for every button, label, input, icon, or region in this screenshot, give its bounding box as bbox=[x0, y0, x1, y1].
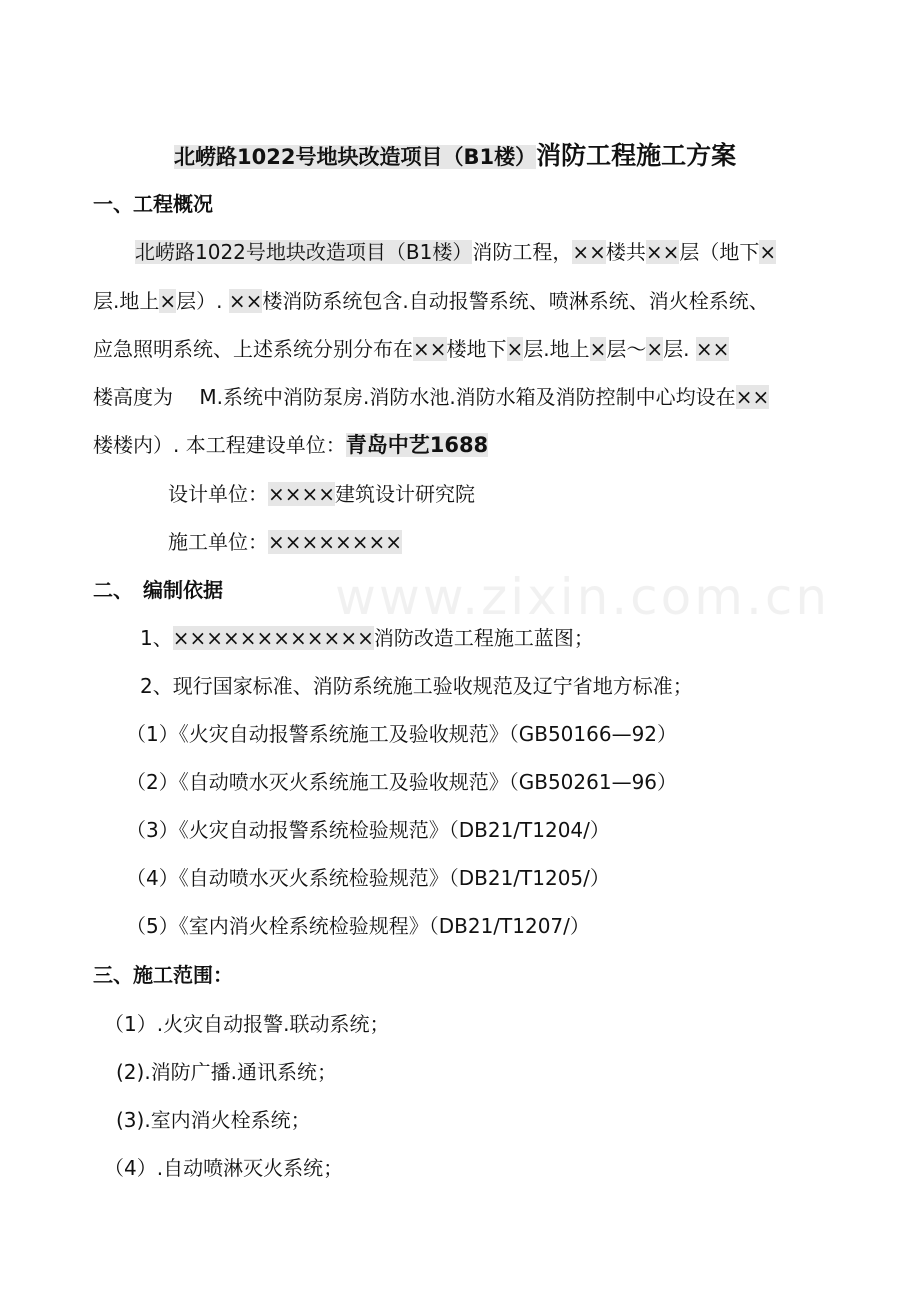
basis-item-1: 1、××××××××××××消防改造工程施工蓝图； bbox=[140, 626, 594, 650]
scope-item-2: (2).消防广播.通讯系统； bbox=[116, 1060, 338, 1084]
scope-item-1: （1）.火灾自动报警.联动系统； bbox=[104, 1012, 390, 1036]
title-project-name: 北崂路1022号地块改造项目（B1楼） bbox=[174, 145, 537, 169]
overview-line-3: 应急照明系统、上述系统分别分布在××楼地下×层.地上×层～×层. ×× bbox=[93, 337, 730, 361]
standard-item-3: （3）《火灾自动报警系统检验规范》（DB21/T1204/） bbox=[126, 818, 610, 842]
overview-line-5: 楼楼内）. 本工程建设单位：青岛中艺1688 bbox=[93, 433, 489, 457]
overview-line-4: 楼高度为 M.系统中消防泵房.消防水池.消防水箱及消防控制中心均设在×× bbox=[93, 385, 770, 409]
standard-item-5: （5）《室内消火栓系统检验规程》（DB21/T1207/） bbox=[126, 914, 590, 938]
section3-heading: 三、施工范围： bbox=[93, 963, 233, 987]
section2-heading: 二、 编制依据 bbox=[93, 578, 223, 602]
overview-line-1: 北崂路1022号地块改造项目（B1楼）消防工程，××楼共××层（地下× bbox=[135, 240, 777, 264]
section1-heading: 一、工程概况 bbox=[93, 192, 213, 216]
scope-item-4: （4）.自动喷淋灭火系统； bbox=[104, 1156, 344, 1180]
watermark: www.zixin.com.cn bbox=[335, 568, 831, 626]
standard-item-2: （2）《自动喷水灭火系统施工及验收规范》（GB50261—96） bbox=[126, 770, 678, 794]
builder-unit-value: 青岛中艺1688 bbox=[345, 433, 489, 457]
document-title bbox=[174, 139, 736, 174]
standard-item-1: （1）《火灾自动报警系统施工及验收规范》（GB50166—92） bbox=[126, 722, 678, 746]
design-unit-label: 设计单位： bbox=[168, 482, 268, 506]
design-unit-line: 设计单位：××××建筑设计研究院 bbox=[168, 482, 476, 506]
construction-unit-value: ×××××××× bbox=[268, 530, 403, 554]
title-main: 消防工程施工方案 bbox=[536, 141, 737, 170]
construction-unit-line bbox=[168, 528, 402, 556]
basis-item-2: 2、现行国家标准、消防系统施工验收规范及辽宁省地方标准； bbox=[140, 674, 693, 698]
overview-line-2: 层.地上×层）. ××楼消防系统包含.自动报警系统、喷淋系统、消火栓系统、 bbox=[93, 289, 769, 313]
construction-unit-label: 施工单位： bbox=[168, 530, 268, 554]
scope-item-3: (3).室内消火栓系统； bbox=[116, 1108, 311, 1132]
standard-item-4: （4）《自动喷水灭火系统检验规范》（DB21/T1205/） bbox=[126, 866, 610, 890]
